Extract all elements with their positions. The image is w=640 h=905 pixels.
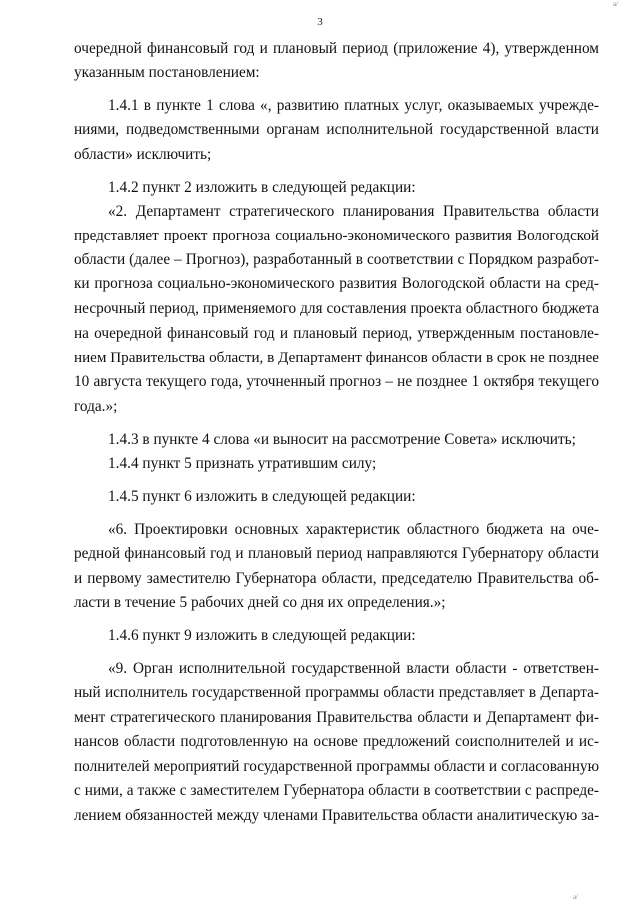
page-number: 3	[317, 16, 323, 28]
text-line: ный исполнитель государственной программы области представляет в Департа-	[74, 684, 599, 701]
text-line: ласти в течение 5 рабочих дней со дня их определения.»;	[74, 594, 446, 611]
text-line: «9. Орган исполнительной государственной власти области - ответствен-	[108, 660, 599, 677]
text-line: мент стратегического планирования Правительства области и Департамент фи-	[74, 709, 599, 726]
corner-mark-top: a/	[612, 0, 618, 8]
text-line: указанным постановлением:	[74, 64, 260, 81]
text-line: на очередной финансовый год и плановый период, утвержденным постановле-	[74, 325, 599, 342]
text-line: 10 августа текущего года, уточненный прогноз – не позднее 1 октября текущего	[74, 373, 599, 390]
text-line: области (далее – Прогноз), разработанный в соответствии с Порядком разработ-	[74, 251, 599, 268]
text-line: нием Правительства области, в Департамент финансов области в срок не позднее	[74, 350, 599, 366]
text-line: ниями, подведомственными органам исполнительной государственной власти	[74, 121, 599, 138]
text-line: года.»;	[74, 398, 118, 415]
text-line: и первому заместителю Губернатора области, председателю Правительства об-	[74, 570, 599, 587]
text-line: полнителей мероприятий государственной программы области и согласованную	[74, 758, 599, 775]
text-line: редной финансовый год и плановый период направляются Губернатору области	[74, 545, 599, 562]
text-line: 1.4.5 пункт 6 изложить в следующей редакции:	[108, 488, 416, 505]
text-line: «2. Департамент стратегического планирования Правительства области	[108, 203, 599, 220]
text-line: нансов области подготовленную на основе предложений соисполнителей и ис-	[74, 733, 599, 750]
text-line: с ними, а также с заместителем Губернатора области в соответствии с распреде-	[74, 782, 599, 799]
text-line: «6. Проектировки основных характеристик областного бюджета на оче-	[108, 521, 599, 538]
text-line: 1.4.1 в пункте 1 слова «, развитию платных услуг, оказываемых учрежде-	[108, 97, 599, 114]
text-line: лением обязанностей между членами Правительства области аналитическую за-	[74, 807, 600, 824]
text-line: 1.4.3 в пункте 4 слова «и выносит на рассмотрение Совета» исключить;	[108, 431, 576, 448]
text-line: представляет проект прогноза социально-экономического развития Вологодской	[74, 228, 599, 244]
text-line: 1.4.2 пункт 2 изложить в следующей редакции:	[108, 179, 416, 196]
text-line: области» исключить;	[74, 146, 212, 163]
text-line: 1.4.6 пункт 9 изложить в следующей редакции:	[108, 627, 416, 644]
corner-mark-bottom: a/	[572, 893, 578, 901]
text-line: очередной финансовый год и плановый период (приложение 4), утвержденном	[74, 40, 599, 57]
text-line: несрочный период, применяемого для составления проекта областного бюджета	[74, 300, 599, 317]
text-line: 1.4.4 пункт 5 признать утратившим силу;	[108, 455, 377, 472]
text-line: ки прогноза социально-экономического развития Вологодской области на сред-	[74, 275, 599, 292]
